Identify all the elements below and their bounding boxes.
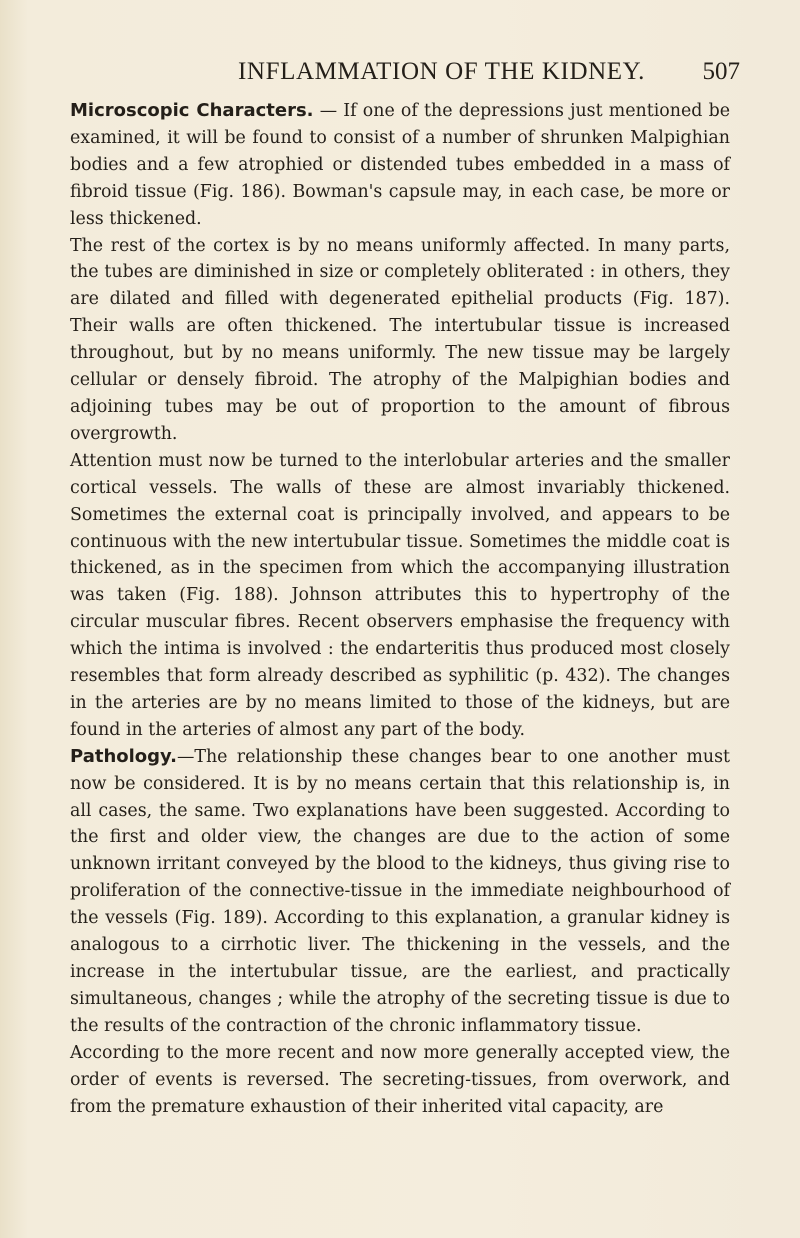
paragraph-text: — If one of the depressions just mentioned be examined, it will be found to consist of a number of shrunken Malpighian bodies and a few atrophied or distended tubes embedded in a mass of fibroid tissue (Fig. 186). Bowman's capsule may, in each case, be more or less thickened.	[70, 101, 731, 229]
body-text	[70, 98, 730, 1120]
page-number: 507	[702, 58, 740, 85]
paragraph-text: —The relationship these changes bear to one another must now be considered. It is by no means certain that this relationship is, in all cases, the same. Two explanations have been suggested. According to the first and older view, the changes are due to the action of some unknown irritant conveyed by the blood to the kidneys, thus giving rise to proliferation of the connective-tissue in the immediate neighbourhood of the vessels (Fig. 189). According to this explanation, a granular kidney is analogous to a cirrhotic liver. The thickening in the vessels, and the increase in the intertubular tissue, are the earliest, and practically simultaneous, changes ; while the atrophy of the secreting tissue is due to the results of the contraction of the chronic inflammatory tissue.	[70, 746, 730, 1036]
section-heading-microscopic-characters: Microscopic Characters.	[70, 100, 314, 121]
paragraph-text: According to the more recent and now more generally accepted view, the order of events is reversed. The secreting-tissues, from overwork, and from the premature exhaustion of their inherited vital capacity, are	[70, 1042, 730, 1117]
paragraph-text: The rest of the cortex is by no means uniformly affected. In many parts, the tubes are diminished in size or completely obliterated : in others, they are dilated and filled with degenerated epithelial products (Fig. 187). Their walls are often thickened. The intertubular tissue is increased throughout, but by no means uniformly. The new tissue may be largely cellular or densely fibroid. The atrophy of the Malpighian bodies and adjoining tubes may be out of proportion to the amount of fibrous overgrowth.	[70, 235, 730, 444]
page-header	[0, 58, 800, 94]
paragraph-arteries	[70, 448, 730, 744]
paragraph-recent-view	[70, 1040, 730, 1121]
paragraph-text: Attention must now be turned to the interlobular arteries and the smaller cortical vessels. The walls of these are almost invariably thickened. Sometimes the external coat is principally involved, and appears to be continuous with the new intertubular tissue. Sometimes the middle coat is thickened, as in the specimen from which the accompanying illustration was taken (Fig. 188). Johnson attributes this to hypertrophy of the circular muscular fibres. Recent observers emphasise the frequency with which the intima is involved : the endarteritis thus produced most closely resembles that form already described as syphilitic (p. 432). The changes in the arteries are by no means limited to those of the kidneys, but are found in the arteries of almost any part of the body.	[70, 450, 730, 740]
paragraph-microscopic-characters	[70, 98, 730, 233]
paragraph-pathology	[70, 744, 730, 1040]
running-head: INFLAMMATION OF THE KIDNEY.	[238, 58, 645, 85]
paragraph-cortex	[70, 233, 730, 448]
section-heading-pathology: Pathology.	[70, 745, 177, 767]
